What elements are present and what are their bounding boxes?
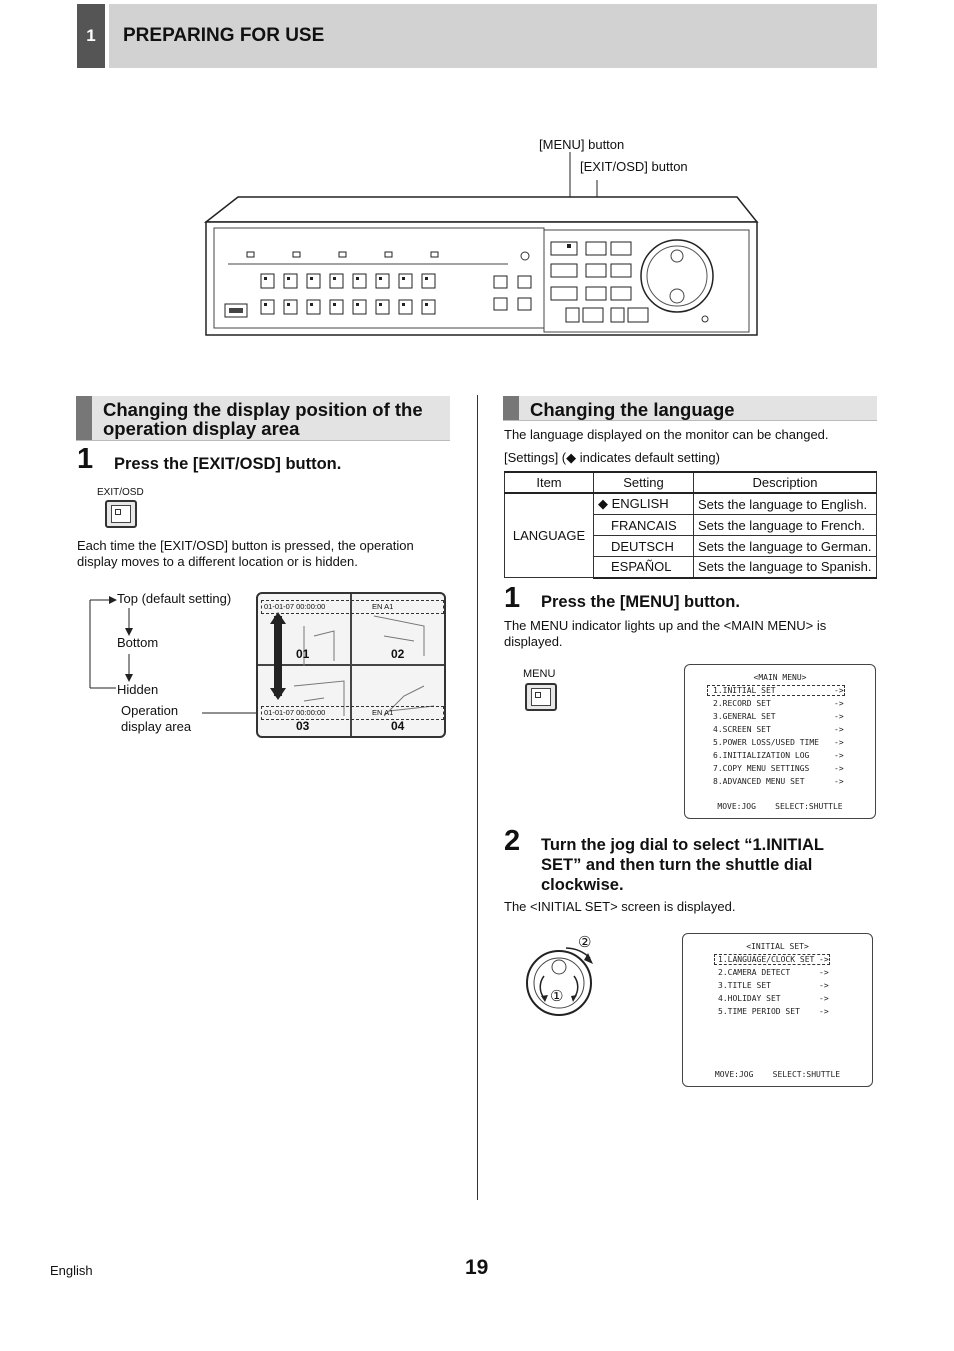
channel-button-led: [310, 303, 313, 306]
channel-button-led: [402, 277, 405, 280]
description-cell: Sets the language to German.: [694, 536, 877, 557]
description-cell: Sets the language to English.: [694, 493, 877, 515]
initial-set-description: The <INITIAL SET> screen is displayed.: [504, 899, 736, 914]
step-title: Turn the jog dial to select “1.INITIAL SET” and then turn the shuttle dial clockwise.: [541, 836, 824, 894]
settings-note: [Settings] (◆ indicates default setting): [504, 450, 720, 465]
jog-shuttle-dial: [641, 240, 713, 312]
indicator-led: [385, 252, 392, 257]
menu-item[interactable]: [683, 1007, 872, 1019]
description-cell: Sets the language to Spanish.: [694, 557, 877, 578]
menu-item[interactable]: [685, 686, 875, 698]
language-settings-table: [504, 471, 877, 579]
menu-item[interactable]: [683, 955, 872, 967]
default-marker: ◆: [598, 496, 608, 511]
chapter-number: 1: [77, 4, 105, 68]
camera-label-01: 01: [296, 647, 310, 661]
menu-item-arrow: ->: [834, 777, 844, 786]
osd-top-bar: 01-01-07 00:00:00 EN A1: [261, 600, 444, 614]
exit-button-callout: [EXIT/OSD] button: [580, 159, 688, 174]
jog-rotation-marker: ①: [550, 988, 564, 1005]
exit-osd-description: Each time the [EXIT/OSD] button is pressed, the operation display moves to a different location or is hidden.: [77, 538, 414, 569]
shuttle-rotation-marker: ②: [578, 934, 592, 951]
menu-item-arrow: ->: [834, 725, 844, 734]
step-title: Press the [EXIT/OSD] button.: [114, 455, 342, 473]
camera-label-03: 03: [296, 719, 310, 733]
menu-item-label: 4.SCREEN SET: [713, 725, 771, 734]
menu-item-arrow: ->: [834, 686, 844, 695]
menu-item-arrow: ->: [819, 981, 829, 990]
menu-item-label: 8.ADVANCED MENU SET: [713, 777, 805, 786]
channel-button: [330, 274, 343, 288]
language-intro: The language displayed on the monitor can be changed.: [504, 427, 829, 442]
channel-button: [376, 274, 389, 288]
setting-cell: FRANCAIS: [594, 515, 694, 536]
menu-item[interactable]: [685, 699, 875, 711]
channel-button: [422, 274, 435, 288]
channel-button: [261, 274, 274, 288]
indicator-led: [431, 252, 438, 257]
channel-button-led: [333, 277, 336, 280]
indicator-led: [293, 252, 300, 257]
menu-item-arrow: ->: [834, 751, 844, 760]
menu-indicator-led: [567, 244, 571, 248]
menu-item-label: 2.RECORD SET: [713, 699, 771, 708]
step-number: 1: [504, 582, 521, 614]
description-cell: Sets the language to French.: [694, 515, 877, 536]
menu-item-label: 4.HOLIDAY SET: [718, 994, 781, 1003]
position-bottom-label: Bottom: [117, 635, 159, 650]
menu-step-description: The MENU indicator lights up and the <MAIN MENU> is displayed.: [504, 618, 827, 649]
menu-item-label: 3.TITLE SET: [718, 981, 771, 990]
menu-item[interactable]: [683, 994, 872, 1006]
channel-button-led: [264, 277, 267, 280]
footer-language: English: [50, 1263, 93, 1278]
channel-button-led: [379, 303, 382, 306]
menu-item-arrow: ->: [834, 738, 844, 747]
section-header-display-position: [76, 396, 450, 441]
menu-button-callout: [MENU] button: [539, 137, 625, 152]
exit-osd-button[interactable]: [105, 500, 137, 528]
column-divider: [477, 395, 478, 1200]
menu-button[interactable]: [525, 683, 557, 711]
main-menu-footer: MOVE:JOG SELECT:SHUTTLE: [717, 802, 843, 811]
channel-button-led: [356, 303, 359, 306]
position-top-label: Top (default setting): [117, 591, 232, 606]
channel-button: [353, 300, 366, 314]
channel-button-led: [333, 303, 336, 306]
quad-monitor-preview: [256, 592, 446, 738]
col-header-description: Description: [694, 472, 877, 493]
channel-button: [330, 300, 343, 314]
menu-item[interactable]: [685, 777, 875, 789]
channel-button: [399, 274, 412, 288]
section-header-language: [503, 396, 877, 421]
menu-item-label: 5.TIME PERIOD SET: [718, 1007, 800, 1016]
menu-item-label: 2.CAMERA DETECT: [718, 968, 791, 977]
osd-bottom-bar: 01-01-07 00:00:00 EN A1: [261, 706, 444, 720]
menu-item[interactable]: [683, 968, 872, 980]
channel-button: [422, 300, 435, 314]
menu-item[interactable]: [685, 738, 875, 750]
menu-item-arrow: ->: [819, 1007, 829, 1016]
playback-button: [494, 298, 507, 310]
chapter-title: PREPARING FOR USE: [109, 4, 877, 68]
camera-label-02: 02: [391, 647, 405, 661]
menu-item[interactable]: [685, 725, 875, 737]
menu-item-label: 6.INITIALIZATION LOG: [713, 751, 810, 760]
channel-button-led: [310, 277, 313, 280]
channel-button: [307, 300, 320, 314]
setting-cell: DEUTSCH: [594, 536, 694, 557]
menu-item[interactable]: [685, 712, 875, 724]
channel-button-led: [379, 277, 382, 280]
menu-item-arrow: ->: [819, 994, 829, 1003]
channel-button: [376, 300, 389, 314]
menu-item[interactable]: [683, 981, 872, 993]
main-menu-title: <MAIN MENU>: [753, 673, 807, 682]
col-header-item: Item: [505, 472, 594, 493]
channel-button-led: [287, 303, 290, 306]
camera-label-04: 04: [391, 719, 405, 733]
section-title-display-position: Changing the display position of the operation display area: [103, 399, 423, 439]
main-menu-screen: [684, 664, 876, 819]
menu-item-label: 7.COPY MENU SETTINGS: [713, 764, 810, 773]
channel-button: [353, 274, 366, 288]
table-row: [505, 493, 877, 515]
menu-item-arrow: ->: [834, 712, 844, 721]
channel-button: [399, 300, 412, 314]
position-hidden-label: Hidden: [117, 682, 159, 697]
playback-button: [494, 276, 507, 288]
exit-osd-button-label: EXIT/OSD: [97, 487, 144, 498]
menu-item-arrow: ->: [834, 699, 844, 708]
menu-item-arrow: ->: [819, 968, 829, 977]
menu-item-label: 5.POWER LOSS/USED TIME: [713, 738, 819, 747]
dvr-front-panel-illustration: [200, 150, 765, 345]
channel-button: [261, 300, 274, 314]
item-cell: LANGUAGE: [505, 493, 594, 578]
initial-set-footer: MOVE:JOG SELECT:SHUTTLE: [714, 1070, 841, 1079]
menu-item-label: 3.GENERAL SET: [713, 712, 776, 721]
step-number: 2: [504, 825, 521, 857]
initial-set-title: <INITIAL SET>: [746, 942, 809, 951]
indicator-led: [339, 252, 346, 257]
menu-item[interactable]: [685, 751, 875, 763]
step-number: 1: [77, 443, 94, 475]
menu-item-arrow: ->: [834, 764, 844, 773]
menu-item-label: 1.LANGUAGE/CLOCK SET: [718, 955, 815, 964]
menu-item-arrow: ->: [819, 955, 829, 964]
channel-button-led: [425, 303, 428, 306]
initial-set-screen: [682, 933, 873, 1087]
page-number: 19: [465, 1256, 489, 1279]
menu-item-label: 1.INITIAL SET: [713, 686, 776, 695]
setting-cell: ESPAÑOL: [594, 557, 694, 578]
channel-button-led: [264, 303, 267, 306]
operation-display-area-label: Operation display area: [121, 703, 192, 734]
section-title-language: Changing the language: [530, 399, 735, 420]
menu-item[interactable]: [685, 764, 875, 776]
step-title: Press the [MENU] button.: [541, 593, 740, 611]
channel-button-led: [356, 277, 359, 280]
channel-button: [284, 274, 297, 288]
channel-button-led: [425, 277, 428, 280]
channel-button-led: [287, 277, 290, 280]
channel-button: [284, 300, 297, 314]
playback-button: [518, 276, 531, 288]
setting-cell: ◆ ENGLISH: [594, 493, 694, 515]
col-header-setting: Setting: [594, 472, 694, 493]
indicator-led: [247, 252, 254, 257]
menu-button-label: MENU: [523, 668, 556, 680]
channel-button: [307, 274, 320, 288]
playback-button: [518, 298, 531, 310]
channel-button-led: [402, 303, 405, 306]
